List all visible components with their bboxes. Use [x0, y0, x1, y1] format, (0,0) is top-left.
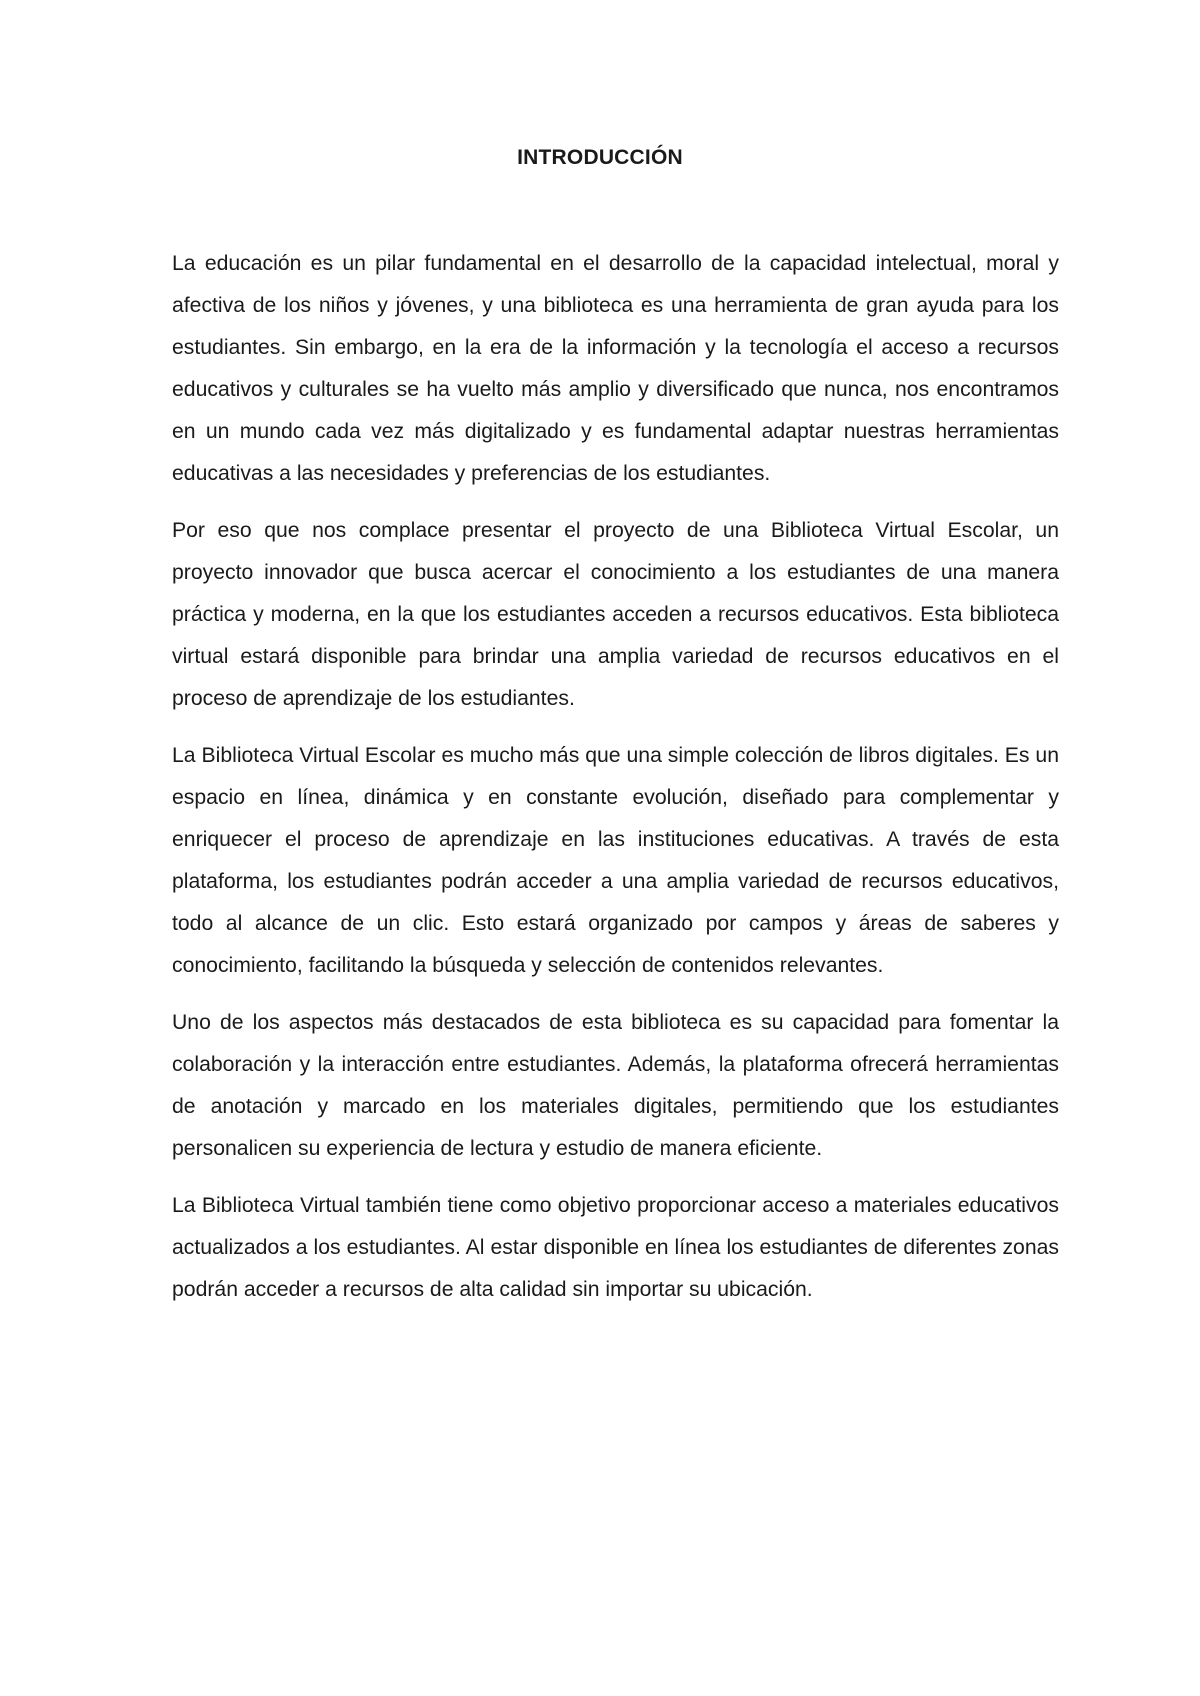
paragraph-4: Uno de los aspectos más destacados de esta biblioteca es su capacidad para fomentar la colaboración y la interacción entre estudiantes. Además, la plataforma ofrecerá herramientas de anotación y marcado en los materiales digitales, permitiendo que los estudiantes personalicen su experiencia de lectura y estudio de manera eficiente. [172, 1011, 1059, 1160]
paragraph-3: La Biblioteca Virtual Escolar es mucho más que una simple colección de libros digitales. Es un espacio en línea, dinámica y en constante evolución, diseñado para complementar y enriquecer el proceso de aprendizaje en las instituciones educativas. A través de esta plataforma, los estudiantes podrán acceder a una amplia variedad de recursos educativos, todo al alcance de un clic. Esto estará organizado por campos y áreas de saberes y conocimiento, facilitando la búsqueda y selección de contenidos relevantes. [172, 744, 1059, 977]
page-title: INTRODUCCIÓN [517, 146, 683, 169]
document-body [172, 243, 1059, 1326]
paragraph-2: Por eso que nos complace presentar el proyecto de una Biblioteca Virtual Escolar, un proyecto innovador que busca acercar el conocimiento a los estudiantes de una manera práctica y moderna, en la que los estudiantes acceden a recursos educativos. Esta biblioteca virtual estará disponible para brindar una amplia variedad de recursos educativos en el proceso de aprendizaje de los estudiantes. [172, 519, 1059, 710]
paragraph-1: La educación es un pilar fundamental en el desarrollo de la capacidad intelectual, moral y afectiva de los niños y jóvenes, y una biblioteca es una herramienta de gran ayuda para los estudiantes. Sin embargo, en la era de la información y la tecnología el acceso a recursos educativos y culturales se ha vuelto más amplio y diversificado que nunca, nos encontramos en un mundo cada vez más digitalizado y es fundamental adaptar nuestras herramientas educativas a las necesidades y preferencias de los estudiantes. [172, 252, 1059, 485]
paragraph-5: La Biblioteca Virtual también tiene como objetivo proporcionar acceso a materiales educativos actualizados a los estudiantes. Al estar disponible en línea los estudiantes de diferentes zonas podrán acceder a recursos de alta calidad sin importar su ubicación. [172, 1194, 1059, 1301]
